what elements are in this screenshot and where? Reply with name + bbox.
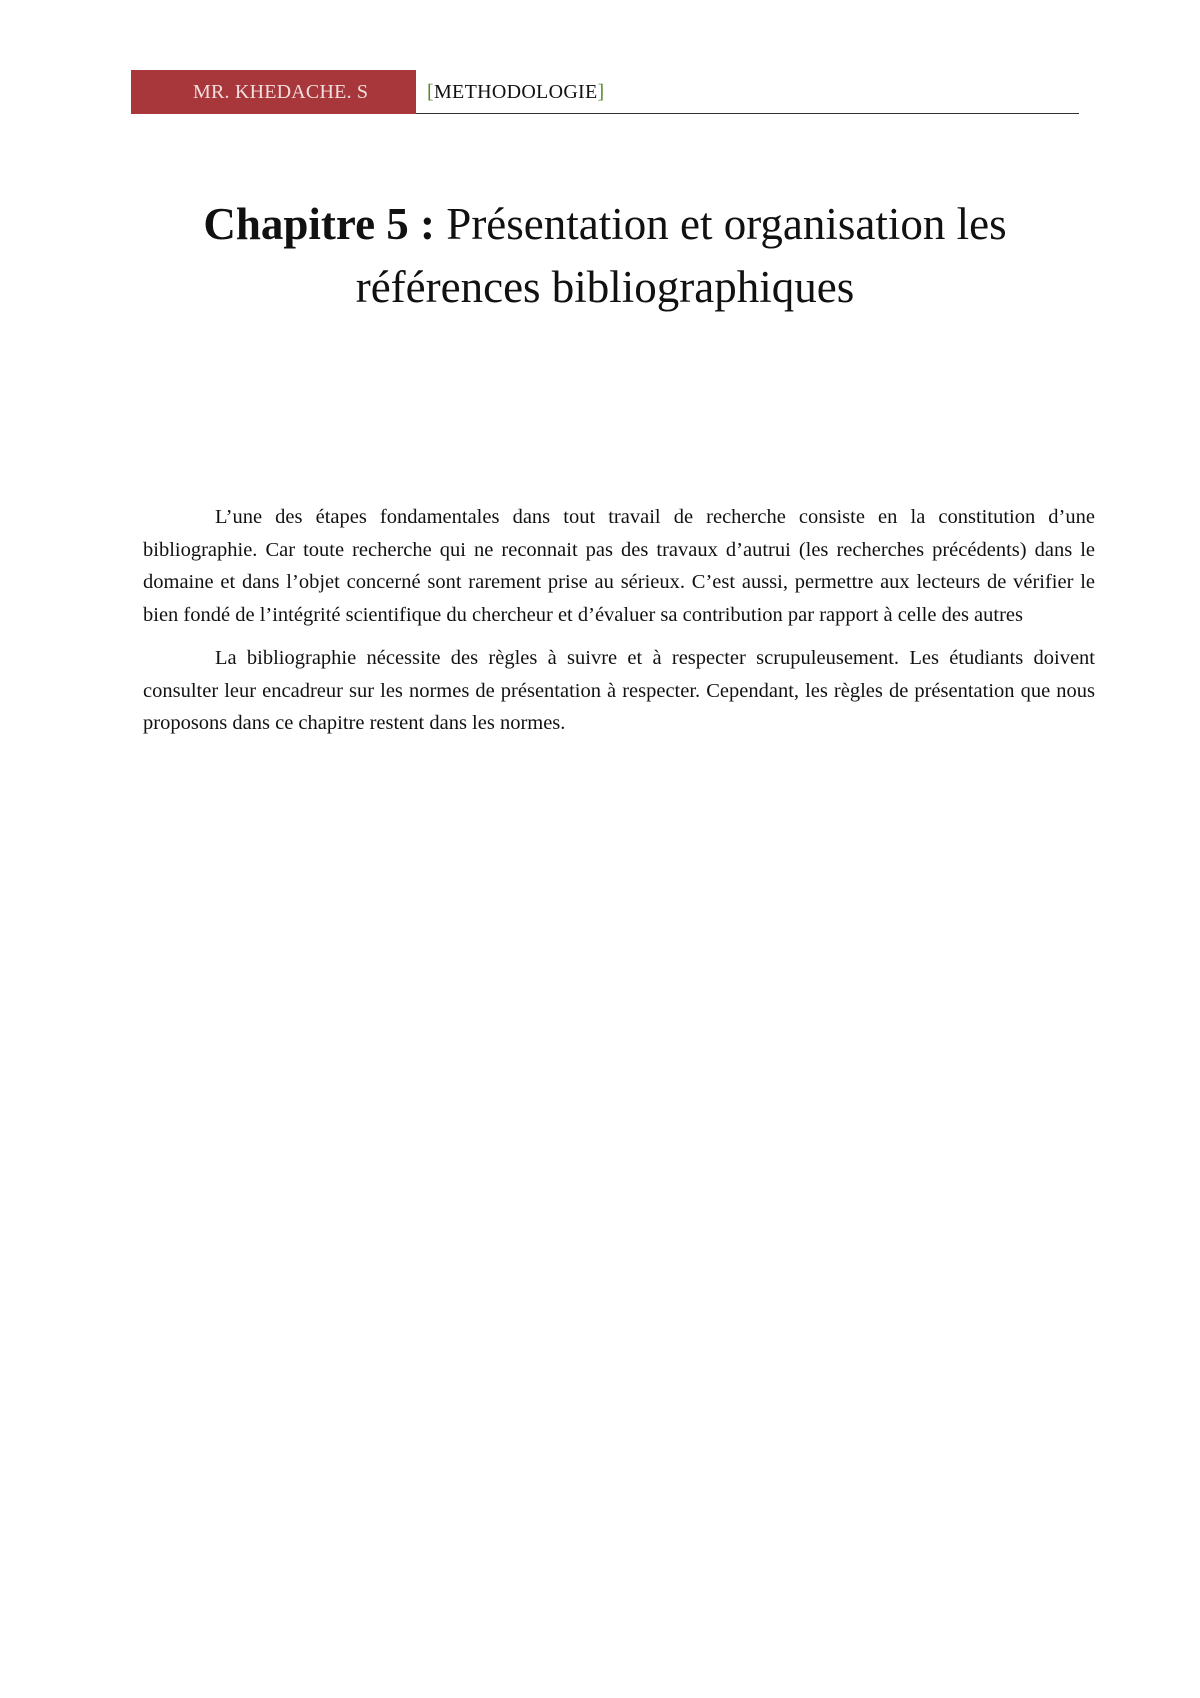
paragraph: L’une des étapes fondamentales dans tout travail de recherche consiste en la constitution d’une bibliographie. Car toute recherche qui ne reconnait pas des travaux d’autrui (les recherches précédents) dans le domaine et dans l’objet concerné sont rarement prise au sérieux. C’est aussi, permettre aux lecteurs de vérifier le bien fondé de l’intégrité scientifique du chercheur et d’évaluer sa contribution par rapport à celle des autres [143, 506, 1095, 626]
header-bracket-open: [ [427, 81, 434, 103]
paragraph: La bibliographie nécessite des règles à suivre et à respecter scrupuleusement. Les étudiants doivent consulter leur encadreur sur les normes de présentation à respecter. Cependant, les règles de présentation que nous proposons dans ce chapitre restent dans les normes. [143, 647, 1095, 734]
chapter-title [131, 193, 1079, 319]
header-author: MR. KHEDACHE. S [131, 70, 416, 114]
body-text [143, 501, 1095, 751]
page-header [131, 70, 1079, 114]
header-section-label: METHODOLOGIE [433, 81, 598, 103]
chapter-title-text: Présentation et organisation les références bibliographiques [355, 199, 1007, 312]
chapter-number: Chapitre 5 : [203, 199, 436, 249]
header-bracket-close: ] [597, 81, 605, 103]
header-section-title [427, 70, 605, 114]
